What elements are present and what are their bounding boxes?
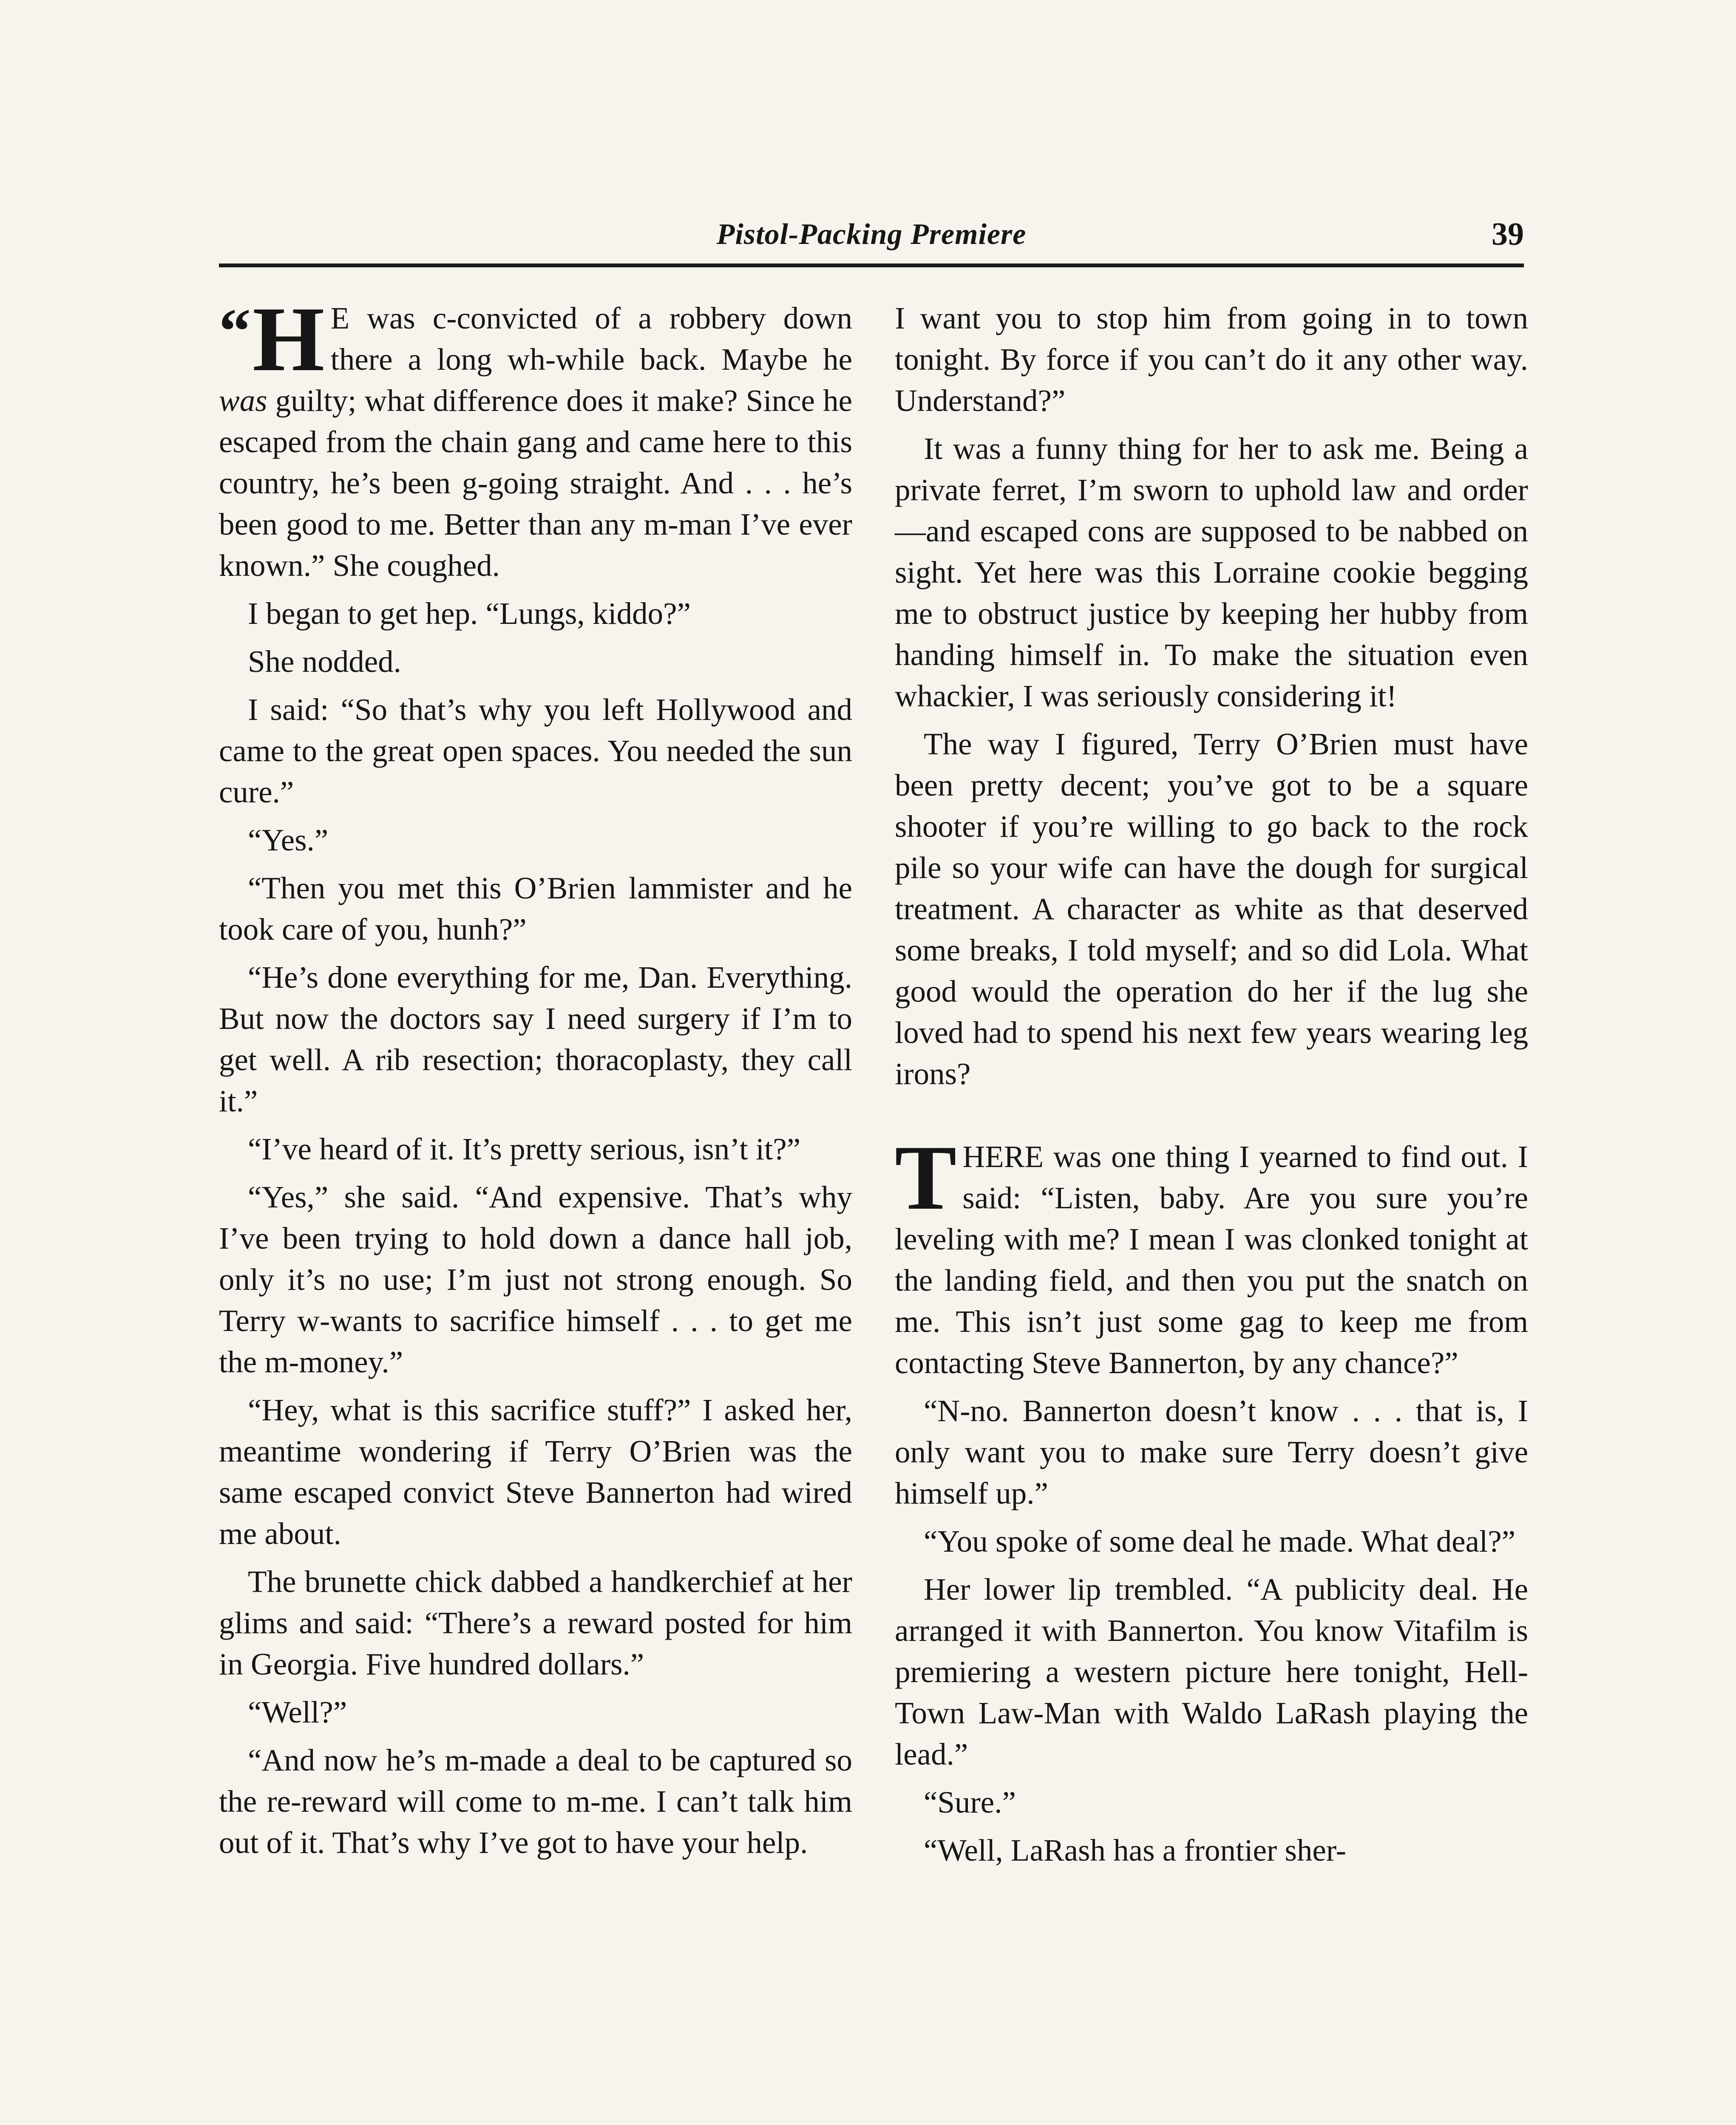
left-column [219,288,852,1870]
paragraph: I want you to stop him from going in to town tonight. By force if you can’t do it any other way. Understand?” [895,301,1528,418]
drop-cap-letter: H [252,288,325,391]
paragraph: “And now he’s m-made a deal to be captured so the re-reward will come to m-me. I can’t talk him out of it. That’s why I’ve got to have your help. [219,1743,852,1860]
running-title: Pistol-Packing Premiere [716,218,1027,251]
paragraph: It was a funny thing for her to ask me. Being a private ferret, I’m sworn to uphold law and order—and escaped cons are supposed to be nabbed on sight. Yet here was this Lorraine cookie begging me to obstruct justice by keeping her hubby from handing himself in. To make the situation even whackier, I was seriously considering it! [895,431,1528,713]
page-header [219,212,1524,267]
paragraph: “Hey, what is this sacrifice stuff?” I asked her, meantime wondering if Terry O’Brien was the same escaped convict Steve Bannerton had wired me about. [219,1393,852,1551]
paragraph-text: guilty; what difference does it make? Since he escaped from the chain gang and came here to this country, he’s been g-going straight. And . . . he’s been good to me. Better than any m-man I’ve ever known.” She coughed. [219,383,852,583]
right-column [895,298,1528,1878]
paragraph: “He’s done everything for me, Dan. Everything. But now the doctors say I need surgery if I’m to get well. A rib resection; thoracoplasty, they call it.” [219,960,852,1118]
paragraph: The way I figured, Terry O’Brien must have been pretty decent; you’ve got to be a square shooter if you’re willing to go back to the rock pile so your wife can have the dough for surgical treatment. A character as white as that deserved some breaks, I told myself; and so did Lola. What good would the operation do her if the lug she loved had to spend his next few years wearing leg irons? [895,727,1528,1091]
paragraph: I began to get hep. “Lungs, kiddo?” [248,596,691,631]
paragraph: “Well, LaRash has a frontier sher- [924,1833,1346,1867]
paragraph [219,288,852,586]
paragraph: “You spoke of some deal he made. What deal?” [924,1524,1515,1558]
paragraph: “Well?” [248,1695,347,1729]
drop-cap-quote: “ [219,296,251,366]
paragraph: I said: “So that’s why you left Hollywood and came to the great open spaces. You needed the sun cure.” [219,692,852,809]
page-number: 39 [1492,216,1524,252]
paragraph: “I’ve heard of it. It’s pretty serious, isn’t it?” [248,1132,801,1166]
paragraph: She nodded. [248,644,401,679]
paragraph [895,1127,1528,1383]
paragraph: “Yes,” she said. “And expensive. That’s why I’ve been trying to hold down a dance hall job, only it’s no use; I’m just not strong enough. So Terry w-wants to sacrifice himself . . . to get me the m-money.” [219,1180,852,1379]
emphasis-text: was [219,383,267,418]
paragraph: “Sure.” [924,1785,1016,1819]
paragraph: Her lower lip trembled. “A publicity deal. He arranged it with Bannerton. You know Vitafilm is premiering a western picture here tonight, Hell-Town Law-Man with Waldo LaRash playing the lead.” [895,1572,1528,1771]
paragraph: The brunette chick dabbed a handkerchief at her glims and said: “There’s a reward posted for him in Georgia. Five hundred dollars.” [219,1564,852,1681]
drop-cap: T [895,1127,957,1229]
drop-cap [219,288,325,391]
paragraph: “Yes.” [248,823,329,857]
paragraph-text: HERE was one thing I yearned to find out. I said: “Listen, baby. Are you sure you’re leveling with me? I mean I was clonked tonight at the landing field, and then you put the snatch on me. This isn’t just some gag to keep me from contacting Steve Bannerton, by any chance?” [895,1139,1528,1380]
paragraph: “N-no. Bannerton doesn’t know . . . that is, I only want you to make sure Terry doesn’t give himself up.” [895,1394,1528,1510]
paragraph: “Then you met this O’Brien lammister and he took care of you, hunh?” [219,871,852,946]
paragraph-text: E was c-convicted of a robbery down there a long wh-while back. Maybe he [330,301,852,377]
